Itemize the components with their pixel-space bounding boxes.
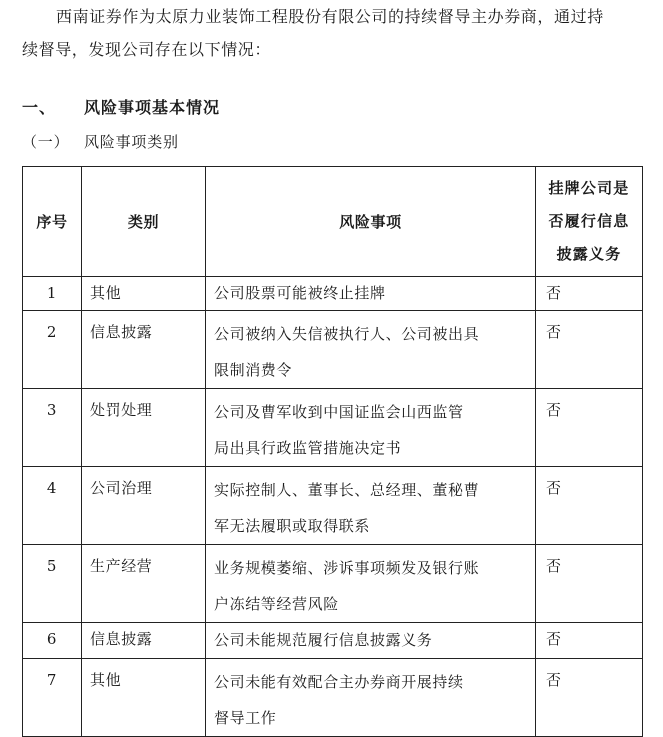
- table-row: [23, 545, 643, 623]
- cell-index: 5: [23, 545, 82, 623]
- risk-line-1: 公司未能有效配合主办券商开展持续: [214, 673, 464, 691]
- cell-risk: [206, 659, 536, 737]
- cell-category: 其他: [82, 659, 206, 737]
- risk-line-1: 公司及曹军收到中国证监会山西监管: [214, 403, 464, 421]
- risk-line-1: 业务规模萎缩、涉诉事项频发及银行账: [214, 559, 480, 577]
- cell-category: 其他: [82, 277, 206, 311]
- header-status-line-3: 披露义务: [556, 245, 622, 263]
- cell-status: 否: [536, 311, 643, 389]
- header-status-line-2: 否履行信息: [548, 212, 630, 230]
- header-risk: 风险事项: [206, 167, 536, 277]
- table-row: [23, 623, 643, 659]
- cell-index: 3: [23, 389, 82, 467]
- subsection-heading: [22, 131, 179, 152]
- section-title: 风险事项基本情况: [84, 98, 221, 117]
- cell-status: 否: [536, 659, 643, 737]
- risk-line-2: 局出具行政监管措施决定书: [214, 439, 402, 457]
- intro-line-2: 续督导，发现公司存在以下情况：: [22, 40, 272, 59]
- table-header-row: [23, 167, 643, 277]
- risk-line-1: 公司被纳入失信被执行人、公司被出具: [214, 325, 480, 343]
- cell-category: 信息披露: [82, 311, 206, 389]
- header-category: 类别: [82, 167, 206, 277]
- header-status-line-1: 挂牌公司是: [548, 179, 630, 197]
- risk-line-2: 督导工作: [214, 709, 277, 727]
- table-row: [23, 389, 643, 467]
- cell-risk: [206, 389, 536, 467]
- section-number: 一、: [22, 98, 57, 117]
- cell-status: 否: [536, 389, 643, 467]
- table-row: [23, 467, 643, 545]
- cell-category: 公司治理: [82, 467, 206, 545]
- intro-line-1: 西南证券作为太原力业装饰工程股份有限公司的持续督导主办券商，通过持: [56, 7, 604, 26]
- table-row: [23, 277, 643, 311]
- cell-index: 6: [23, 623, 82, 659]
- cell-category: 信息披露: [82, 623, 206, 659]
- cell-status: 否: [536, 545, 643, 623]
- cell-risk: 公司未能规范履行信息披露义务: [206, 623, 536, 659]
- risk-line-2: 户冻结等经营风险: [214, 595, 339, 613]
- risk-line-2: 军无法履职或取得联系: [214, 517, 371, 535]
- header-status: [536, 167, 643, 277]
- risk-line-2: 限制消费令: [214, 361, 293, 379]
- cell-category: 生产经营: [82, 545, 206, 623]
- cell-category: 处罚处理: [82, 389, 206, 467]
- subsection-title: 风险事项类别: [84, 133, 179, 151]
- table-row: [23, 659, 643, 737]
- cell-status: 否: [536, 467, 643, 545]
- table-row: [23, 311, 643, 389]
- cell-risk: [206, 545, 536, 623]
- cell-risk: [206, 311, 536, 389]
- subsection-number: （一）: [22, 133, 70, 151]
- cell-status: 否: [536, 623, 643, 659]
- header-index: 序号: [23, 167, 82, 277]
- risk-table: [22, 166, 643, 737]
- intro-paragraph: [22, 0, 652, 66]
- cell-status: 否: [536, 277, 643, 311]
- risk-line-1: 实际控制人、董事长、总经理、董秘曹: [214, 481, 480, 499]
- cell-index: 1: [23, 277, 82, 311]
- cell-index: 4: [23, 467, 82, 545]
- cell-risk: 公司股票可能被终止挂牌: [206, 277, 536, 311]
- section-heading-1: [22, 95, 220, 118]
- cell-index: 7: [23, 659, 82, 737]
- cell-risk: [206, 467, 536, 545]
- cell-index: 2: [23, 311, 82, 389]
